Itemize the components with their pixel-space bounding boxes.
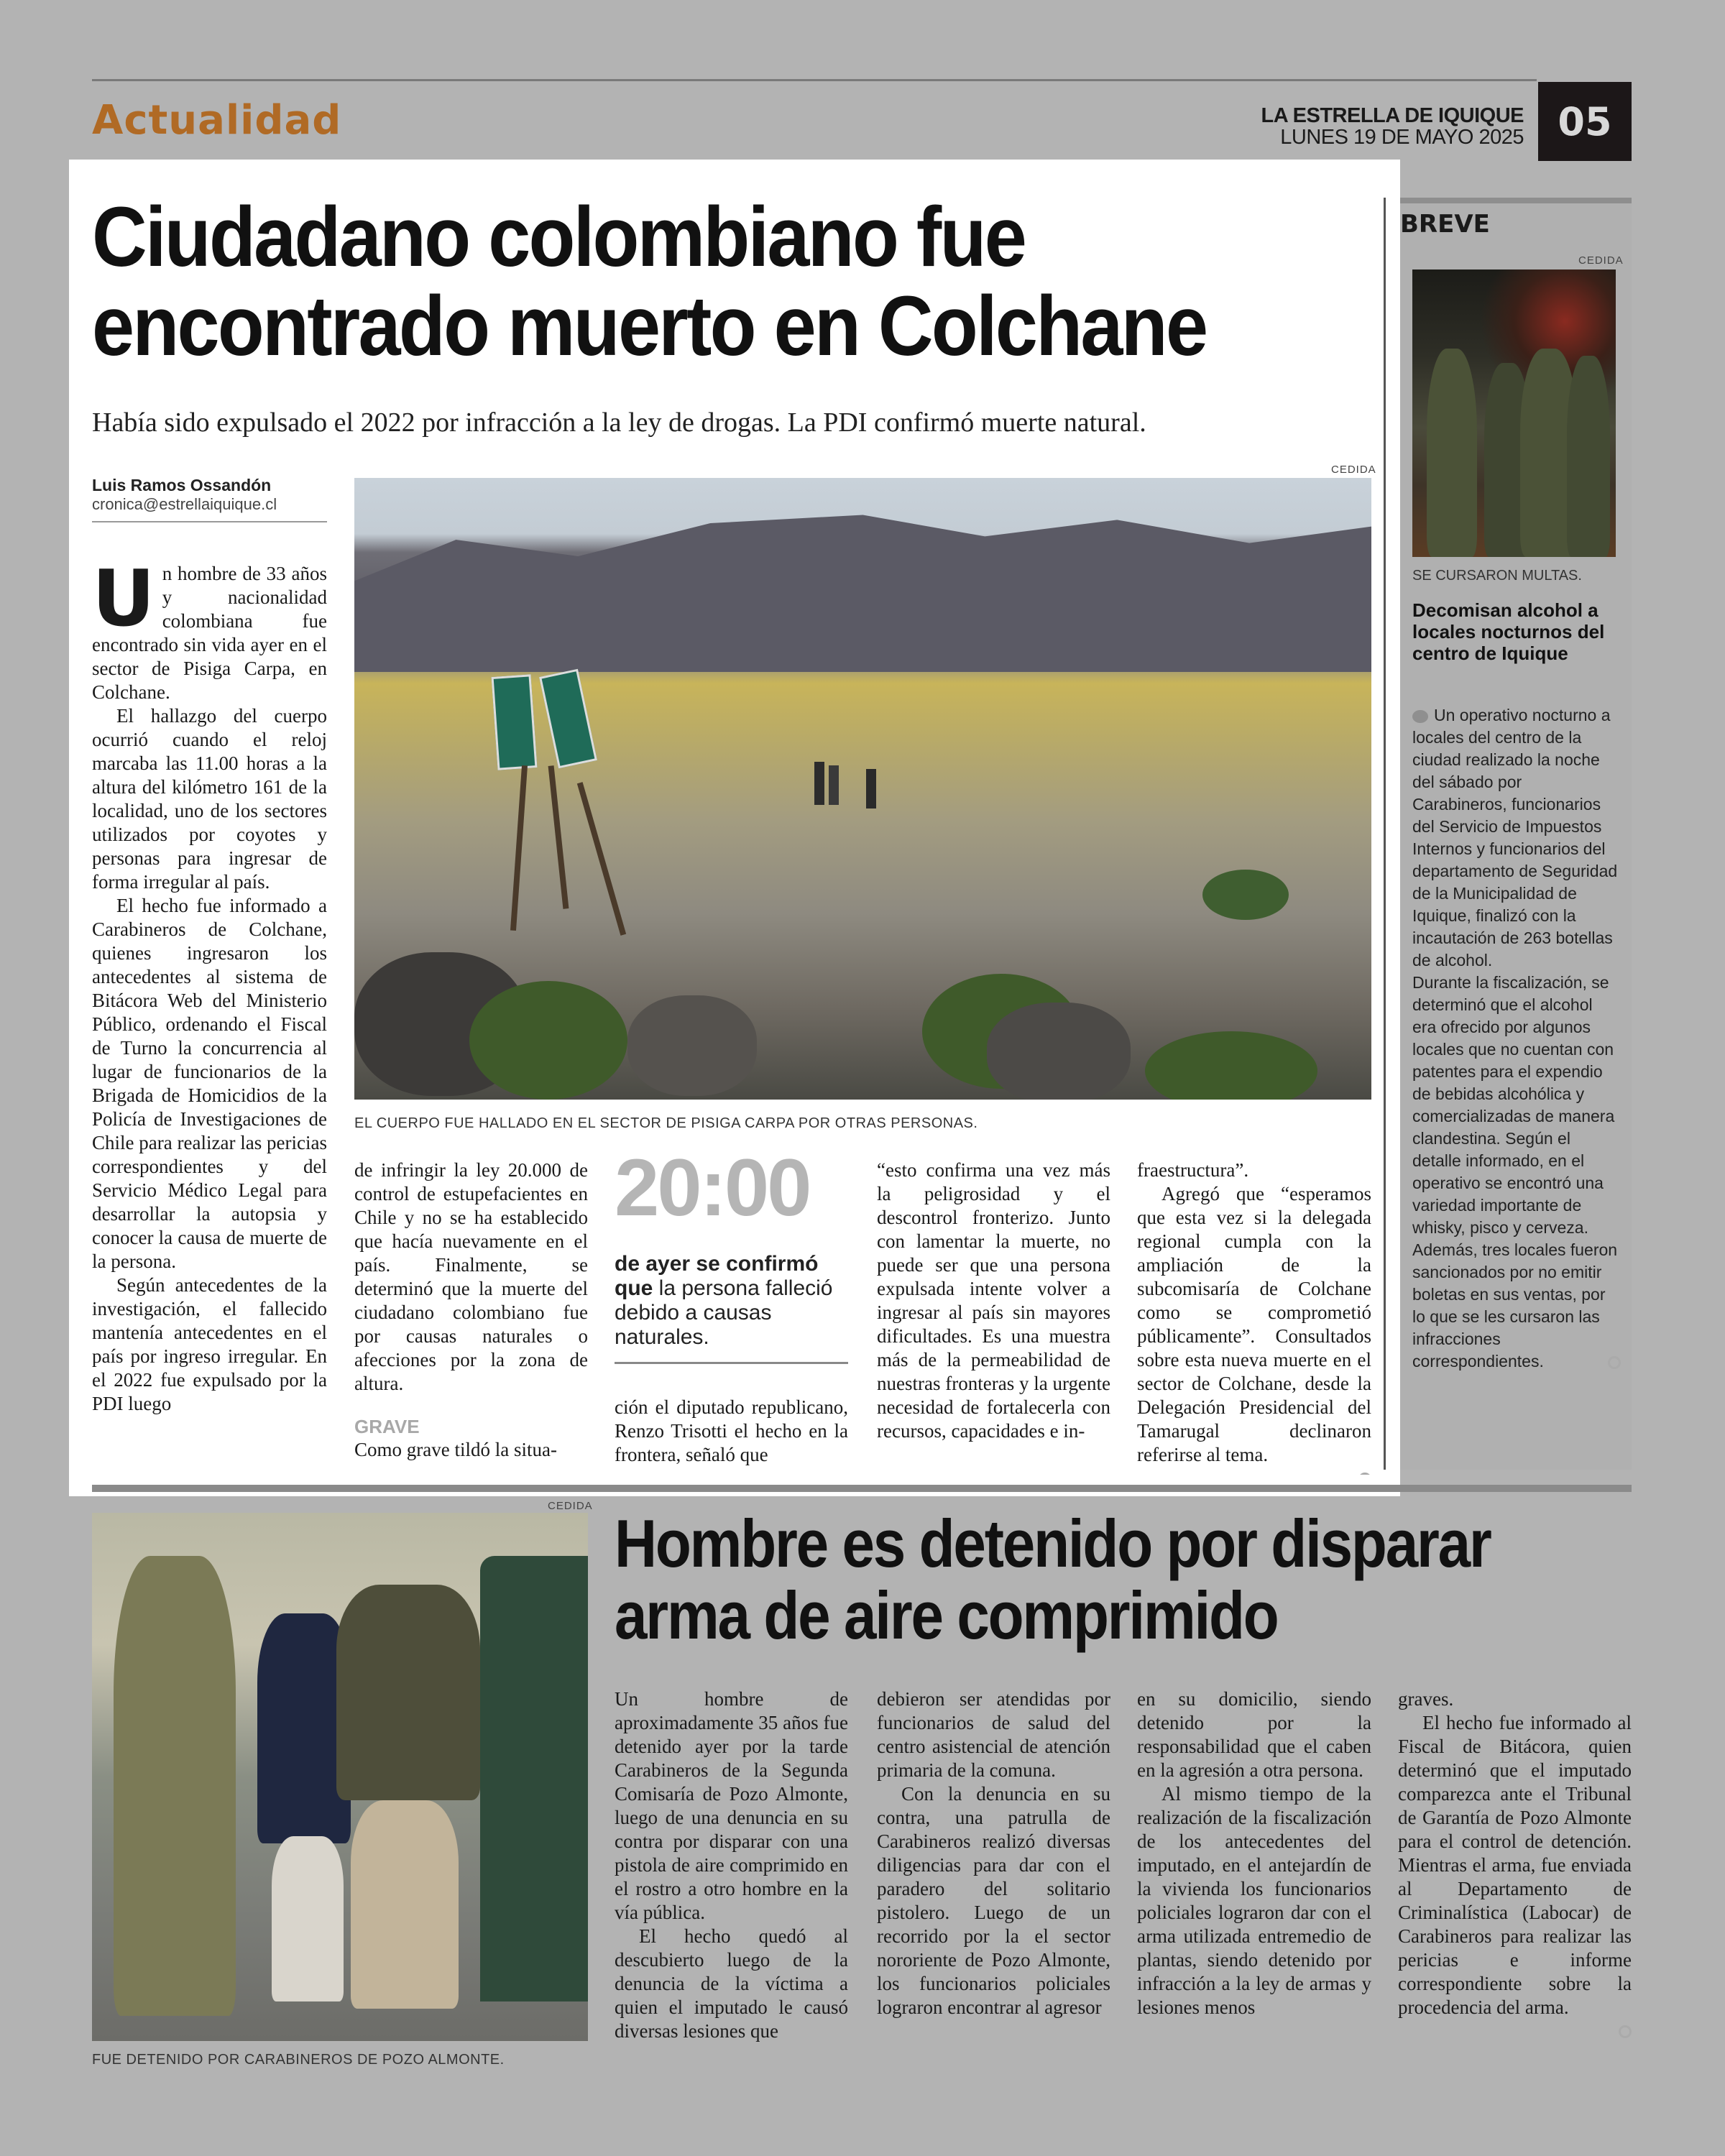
pull-quote-bold: de ayer se confirmó que — [615, 1252, 819, 1300]
edition-date: LUNES 19 DE MAYO 2025 — [1280, 126, 1524, 149]
paragraph: ción el diputado republicano, Renzo Trisotti el hecho en la frontera, señaló que — [615, 1396, 848, 1465]
drop-cap: U — [92, 562, 155, 644]
section-subtitle: GRAVE — [354, 1416, 420, 1437]
paragraph: Según antecedentes de la investigación, el fallecido mantenía antecedentes en el país por ingreso irregular. En el 2022 fue expulsado por la PDI luego — [92, 1274, 327, 1414]
sidebar-photo-caption: SE CURSARON MULTAS. — [1412, 568, 1582, 584]
article-column-2 — [354, 1158, 588, 1475]
brief-paragraph: Durante la fiscalización, se determinó que el alcohol era ofrecido por algunos locales que no cuentan con patentes para el expendio de bebidas alcohólica y comercializadas de manera clandestina. Según el detalle informado, en el operativo se encontró una variedad importante de whisky, pisco y cerveza. Además, tres locales fueron sancionados por no emitir boletas en sus ventas, por lo que se les cursaron las infracciones correspondientes. — [1412, 973, 1618, 1370]
byline — [92, 476, 327, 522]
brief-title: Decomisan alcohol a locales nocturnos del centro de Iquique — [1412, 599, 1605, 664]
article-column-1 — [92, 562, 327, 1475]
paragraph: El hecho quedó al descubierto luego de la denuncia de la víctima a quien el imputado le causó diversas lesiones que — [615, 1925, 848, 2042]
end-mark-icon — [1608, 1356, 1621, 1369]
paragraph: Agregó que “esperamos que esta vez si la delegada regional cumpla con la ampliación de la subcomisaría de Colchane como se comprometió públicamente”. Consultados sobre esta nueva muerte en el sector de Colchane, desde la Delegación Presidencial del Tamarugal declinaron referirse al tema. — [1137, 1183, 1371, 1465]
article-column-3 — [615, 1396, 848, 1475]
article-separator — [92, 1485, 1632, 1492]
paragraph: El hecho fue informado a Carabineros de Colchane, quienes ingresaron los antecedentes al sistema de Bitácora Web del Ministerio Público, ordenando el Fiscal de Turno la concurrencia al lugar de funcionarios de la Brigada de Homicidios de la Policía de Investigaciones de Chile para realizar las pericias correspondientes y del Servicio Médico Legal para desarrollar la autopsia y conocer la causa de muerte de la persona. — [92, 895, 327, 1272]
photo-credit: CEDIDA — [548, 1500, 593, 1512]
pull-quote-text: la persona falleció debido a causas naturales. — [615, 1276, 833, 1349]
main-subheadline: Había sido expulsado el 2022 por infracción a la ley de drogas. La PDI confirmó muerte natural. — [92, 407, 1146, 438]
arrest-photo — [92, 1513, 588, 2041]
main-headline: Ciudadano colombiano fue encontrado muerto en Colchane — [92, 190, 1207, 374]
second-column-2 — [877, 1687, 1110, 2072]
paragraph: “esto confirma una vez más la peligrosidad y el descontrol fronterizo. Junto con lamentar la muerte, no puede ser que una persona expulsada intente volver a ingresar al país sin mayores dificultades. Es una muestra más de la permeabilidad de nuestras fronteras y la urgente necesidad de fortalecerla con recursos, capacidades e in- — [877, 1159, 1110, 1442]
bullet-icon — [1412, 710, 1428, 723]
main-photo-altiplano — [354, 478, 1371, 1100]
author-name: Luis Ramos Ossandón — [92, 476, 272, 494]
paragraph: Al mismo tiempo de la realización de la fiscalización de los antecedentes del imputado, en el antejardín de la vivienda los funcionarios policiales lograron dar con el arma utilizada entremedio de plantas, siendo detenido por infracción a la ley de armas y lesiones menos — [1137, 1783, 1371, 2018]
top-rule — [92, 79, 1537, 81]
article-column-4 — [877, 1158, 1110, 1475]
pull-quote-rule — [615, 1362, 848, 1364]
paragraph: Un hombre de aproximadamente 35 años fue detenido ayer por la tarde Carabineros de la Segunda Comisaría de Pozo Almonte, luego de una denuncia en su contra por disparar con una pistola de aire comprimido en el rostro a otro hombre en la vía pública. — [615, 1688, 848, 1923]
paragraph: El hallazgo del cuerpo ocurrió cuando el reloj marcaba las 11.00 horas a la altura del kilómetro 161 de la localidad, uno de los sectores utilizados por coyotes y personas para ingresar de forma irregular al país. — [92, 705, 327, 893]
pull-quote-number: 20:00 — [615, 1143, 810, 1233]
second-column-3 — [1137, 1687, 1371, 2072]
author-email: cronica@estrellaiquique.cl — [92, 495, 277, 513]
paragraph: de infringir la ley 20.000 de control de estupefacientes en Chile y no se ha establecido que hacía nuevamente en el país. Finalmente, se determinó que la muerte del ciudadano colombiano fue por causas naturales o afecciones por la zona de altura. — [354, 1159, 588, 1394]
second-column-1 — [615, 1687, 848, 2072]
paragraph: debieron ser atendidas por funcionarios de salud del centro asistencial de atención primaria de la comuna. — [877, 1688, 1110, 1781]
second-column-4 — [1398, 1687, 1632, 2072]
end-mark-icon — [1619, 2025, 1632, 2038]
section-label: Actualidad — [92, 97, 342, 144]
brief-label: BREVE — [1400, 210, 1490, 239]
newspaper-name: LA ESTRELLA DE IQUIQUE — [1261, 104, 1524, 127]
brief-paragraph: Un operativo nocturno a locales del centro de la ciudad realizado la noche del sábado por Carabineros, funcionarios del Servicio de Impuestos Internos y funcionarios del departamento de Seguridad de la Municipalidad de Iquique, finalizó con la incautación de 263 botellas de alcohol. — [1412, 706, 1618, 969]
main-photo-caption: EL CUERPO FUE HALLADO EN EL SECTOR DE PISIGA CARPA POR OTRAS PERSONAS. — [354, 1115, 978, 1131]
brief-body — [1412, 704, 1621, 1373]
column-divider — [1384, 198, 1386, 1470]
second-headline: Hombre es detenido por disparar arma de aire comprimido — [615, 1506, 1491, 1653]
paragraph: Como grave tildó la situa- — [354, 1439, 557, 1460]
page-number: 05 — [1538, 82, 1632, 161]
pull-quote — [615, 1252, 848, 1350]
end-mark-icon — [1358, 1473, 1371, 1475]
paragraph: El hecho fue informado al Fiscal de Bitácora, quien determinó que el imputado comparezca ante el Tribunal de Garantía de Pozo Almonte para el control de detención. Mientras el arma, fue enviada al Departamento de Criminalística (Labocar) de Carabineros para realizar las pericias e informe correspondiente sobre la procedencia del arma. — [1398, 1712, 1632, 2018]
masthead — [1150, 105, 1524, 148]
paragraph: en su domicilio, siendo detenido por la responsabilidad que el caben en la agresión a otra persona. — [1137, 1688, 1371, 1781]
article-column-5 — [1137, 1158, 1371, 1475]
paragraph: n hombre de 33 años y nacionalidad colombiana fue encontrado sin vida ayer en el sector de Pisiga Carpa, en Colchane. — [92, 563, 327, 703]
paragraph: fraestructura”. — [1137, 1159, 1249, 1181]
paragraph: graves. — [1398, 1688, 1454, 1710]
photo-credit: CEDIDA — [1331, 464, 1376, 476]
photo-credit: CEDIDA — [1578, 254, 1624, 267]
sidebar-photo-police — [1412, 270, 1616, 557]
paragraph: Con la denuncia en su contra, una patrulla de Carabineros realizó diversas diligencias para dar con el paradero del solitario pistolero. Luego de un recorrido por la el sector nororiente de Pozo Almonte, los funcionarios policiales lograron encontrar al agresor — [877, 1783, 1110, 2018]
arrest-photo-caption: FUE DETENIDO POR CARABINEROS DE POZO ALMONTE. — [92, 2052, 505, 2068]
